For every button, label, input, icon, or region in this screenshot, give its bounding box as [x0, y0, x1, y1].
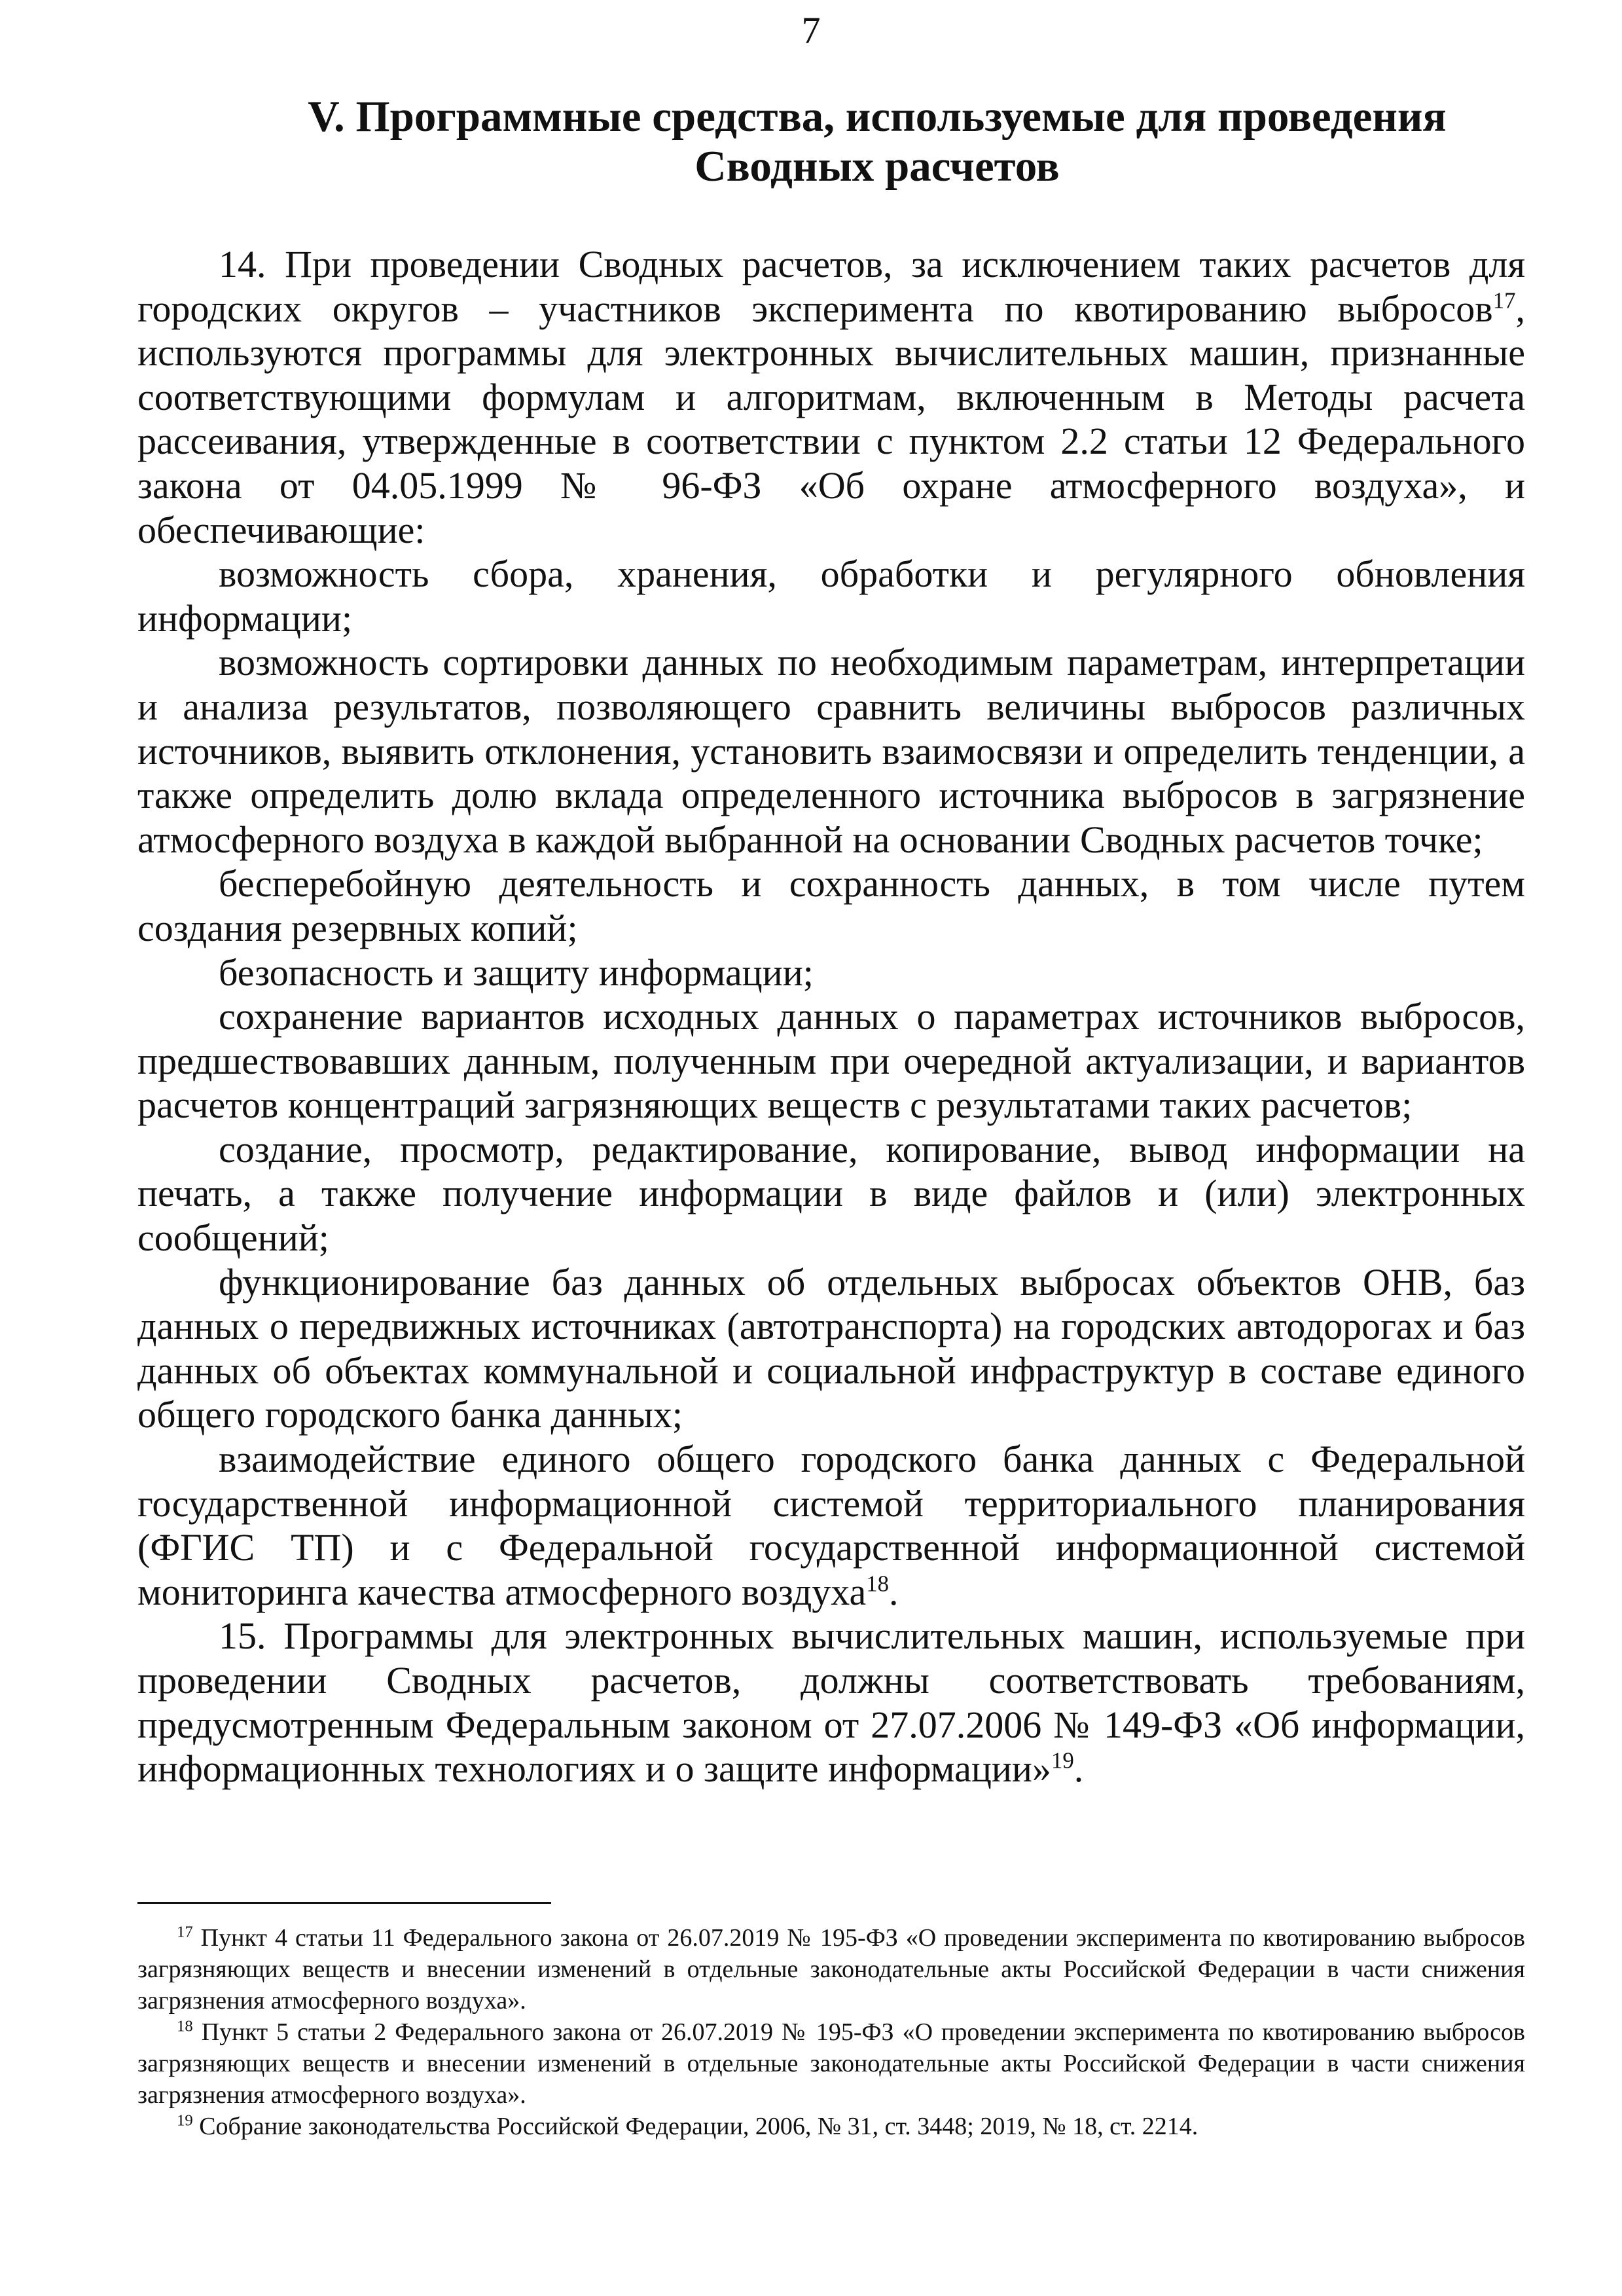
paragraph-text: 14. При проведении Сводных расчетов, за исключением таких расчетов для городских округов – участников эксперимента по квотированию выбросов: [137, 243, 1525, 330]
list-item-security: [137, 951, 1525, 995]
footnote-text: Пункт 5 статьи 2 Федерального закона от 26.07.2019 № 195-ФЗ «О проведении эксперимента по квотированию выбросов загрязняющих веществ и внесении изменений в отдельные законодательные акты Российской Федерации в части снижения загрязнения атмосферного воздуха».: [137, 2018, 1526, 2109]
paragraph-text: создание, просмотр, редактирование, копирование, вывод информации на печать, а также получение информации в виде файлов и (или) электронных сообщений;: [137, 1127, 1525, 1260]
paragraph-tail: , используются программы для электронных вычислительных машин, признанные соответствующими формулам и алгоритмам, включенным в Методы расчета рассеивания, утвержденные в соответствии с пунктом 2.2 статьи 12 Федерального закона от 04.05.1999 № 96-ФЗ «Об охране атмосферного воздуха», и обеспечивающие:: [137, 287, 1525, 551]
footnote-number: 17: [177, 1923, 193, 1941]
list-item-editing: [137, 1127, 1525, 1260]
body-text: [137, 242, 1525, 1791]
footnote-19: [137, 2111, 1525, 2142]
list-item-collection: [137, 552, 1525, 640]
list-item-backup: [137, 862, 1525, 950]
paragraph-text: бесперебойную деятельность и сохранность данных, в том числе путем создания резервных копий;: [137, 862, 1525, 949]
paragraph-text: 15. Программы для электронных вычислительных машин, используемые при проведении Сводных расчетов, должны соответствовать требованиям, предусмотренным Федеральным законом от 27.07.2006 № 149-ФЗ «Об информации, информационных технологиях и о защите информации»: [137, 1614, 1525, 1791]
footnote-ref-17[interactable]: 17: [1492, 287, 1516, 314]
section-title: V. Программные средства, используемые для проведения Сводных расчетов: [308, 92, 1447, 191]
list-item-sorting: [137, 640, 1525, 862]
footnotes: [137, 1922, 1525, 2142]
footnote-ref-19[interactable]: 19: [1051, 1747, 1074, 1774]
paragraph-text: возможность сбора, хранения, обработки и регулярного обновления информации;: [137, 553, 1525, 640]
paragraph-text: безопасность и защиту информации;: [219, 951, 814, 994]
footnote-17: [137, 1922, 1525, 2016]
footnote-18: [137, 2016, 1525, 2111]
page-number: 7: [801, 9, 821, 52]
list-item-interaction: [137, 1437, 1525, 1614]
list-item-databases: [137, 1260, 1525, 1437]
list-item-versions: [137, 994, 1525, 1127]
paragraph-text: сохранение вариантов исходных данных о параметрах источников выбросов, предшествовавших данным, полученным при очередной актуализации, и вариантов расчетов концентраций загрязняющих веществ с результатами таких расчетов;: [137, 995, 1525, 1127]
paragraph-14: [137, 242, 1525, 552]
footnote-number: 18: [177, 2017, 193, 2035]
paragraph-tail: .: [1073, 1747, 1084, 1791]
footnote-number: 19: [177, 2111, 193, 2130]
footnote-ref-18[interactable]: 18: [866, 1571, 890, 1597]
paragraph-tail: .: [889, 1570, 899, 1613]
paragraph-15: [137, 1614, 1525, 1791]
footnote-text: Пункт 4 статьи 11 Федерального закона от 26.07.2019 № 195-ФЗ «О проведении эксперимента по квотированию выбросов загрязняющих веществ и внесении изменений в отдельные законодательные акты Российской Федерации в части снижения загрязнения атмосферного воздуха».: [137, 1924, 1525, 2014]
paragraph-text: взаимодействие единого общего городского банка данных с Федеральной государственной информационной системой территориального планирования (ФГИС ТП) и с Федеральной государственной информационной системой мониторинга качества атмосферного воздуха: [137, 1438, 1525, 1613]
footnote-separator: [137, 1902, 551, 1904]
footnote-text: Собрание законодательства Российской Федерации, 2006, № 31, ст. 3448; 2019, № 18, ст. 2214.: [199, 2113, 1198, 2140]
paragraph-text: возможность сортировки данных по необходимым параметрам, интерпретации и анализа результатов, позволяющего сравнить величины выбросов различных источников, выявить отклонения, установить взаимосвязи и определить тенденции, а также определить долю вклада определенного источника выбросов в загрязнение атмосферного воздуха в каждой выбранной на основании Сводных расчетов точке;: [137, 641, 1525, 861]
paragraph-text: функционирование баз данных об отдельных выбросах объектов ОНВ, баз данных о передвижных источниках (автотранспорта) на городских автодорогах и баз данных об объектах коммунальной и социальной инфраструктур в составе единого общего городского банка данных;: [137, 1260, 1525, 1436]
